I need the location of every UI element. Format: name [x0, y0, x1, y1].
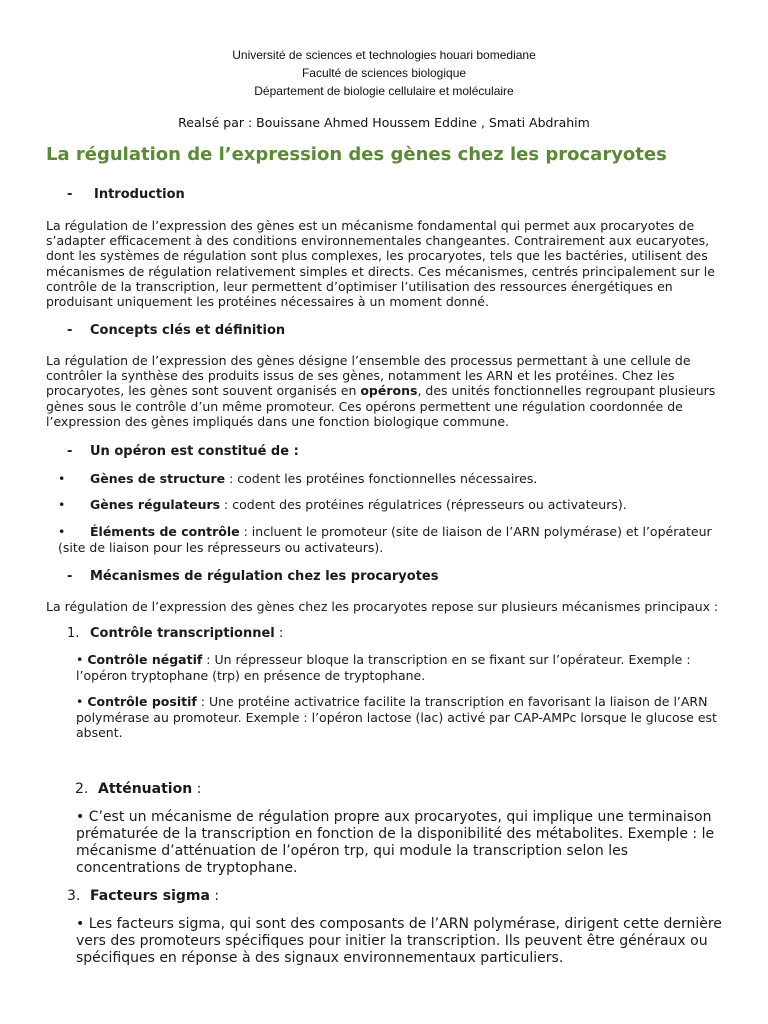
- numbered-item-3: [67, 888, 219, 904]
- section-heading-operon: [67, 444, 299, 459]
- bullet-icon: •: [58, 497, 66, 512]
- sub-term: Contrôle positif: [87, 694, 197, 709]
- list-item: [58, 524, 728, 556]
- numbered-item-2: [67, 781, 201, 797]
- heading-text: Introduction: [94, 187, 185, 202]
- sigma-desc: Les facteurs sigma, qui sont des composants de l’ARN polymérase, dirigent cette dernière vers des promoteurs spécifiques pour initier la transcription. Ils peuvent être généraux ou spécifiques en réponse à des signaux environnementaux particuliers.: [76, 916, 722, 966]
- item-desc: : codent des protéines régulatrices (répresseurs ou activateurs).: [220, 497, 627, 512]
- attenuation-text: [76, 809, 736, 877]
- bullet-icon: •: [58, 471, 66, 486]
- dash-marker: -: [67, 323, 73, 338]
- bullet-icon: •: [76, 809, 85, 825]
- item-suffix: :: [192, 781, 202, 797]
- item-desc: : codent les protéines fonctionnelles nécessaires.: [225, 471, 538, 486]
- dash-marker: -: [67, 569, 73, 584]
- sub-desc: : Une protéine activatrice facilite la transcription en favorisant la liaison de l’ARN polymérase au promoteur. Exemple : l’opéron lactose (lac) activé par CAP-AMPc lorsque le glucose est absent.: [76, 694, 717, 740]
- university-name: Université de sciences et technologies houari bomediane: [232, 48, 536, 62]
- faculty-name: Faculté de sciences biologique: [301, 66, 467, 80]
- bullet-icon: •: [76, 652, 84, 667]
- section-heading-concepts: [67, 323, 285, 338]
- numbered-item-1: [67, 626, 283, 641]
- item-suffix: :: [274, 626, 284, 641]
- dash-marker: -: [67, 187, 73, 202]
- sub-item-negative-control: [76, 652, 726, 683]
- section-heading-mechanisms: [67, 569, 438, 584]
- heading-text: Un opéron est constitué de :: [90, 444, 299, 459]
- item-number: 2.: [75, 781, 89, 797]
- authors-line: Realsé par : Bouissane Ahmed Houssem Eddine , Smati Abdrahim: [178, 115, 590, 130]
- item-desc: : incluent le promoteur (site de liaison de l’ARN polymérase) et l’opérateur (site de liaison pour les répresseurs ou activateurs).: [58, 524, 712, 555]
- item-term: Éléments de contrôle: [90, 524, 240, 539]
- item-label: Contrôle transcriptionnel: [90, 626, 275, 641]
- mechanisms-intro: La régulation de l’expression des gènes chez les procaryotes repose sur plusieurs mécanismes principaux :: [46, 599, 719, 614]
- sub-term: Contrôle négatif: [87, 652, 203, 667]
- bullet-icon: •: [76, 916, 85, 932]
- concepts-text-part: , des unités fonctionnelles regroupant plusieurs gènes sous le contrôle d’un même promoteur. Ces opérons permettent une régulation coordonnée de l’expression des gènes impliqués dans une fonction biologique commune.: [46, 383, 716, 429]
- item-term: Gènes régulateurs: [90, 497, 221, 512]
- operons-term: opérons: [360, 383, 418, 399]
- dash-marker: -: [67, 444, 73, 459]
- heading-text: Mécanismes de régulation chez les procaryotes: [90, 569, 439, 584]
- item-number: 3.: [67, 888, 81, 904]
- document-title: La régulation de l’expression des gènes chez les procaryotes: [46, 144, 667, 165]
- department-name: Département de biologie cellulaire et moléculaire: [254, 84, 514, 98]
- attenuation-desc: C’est un mécanisme de régulation propre aux procaryotes, qui implique une terminaison prématurée de la transcription en fonction de la disponibilité des métabolites. Exemple : le mécanisme d’atténuation de l’opéron trp, qui module la transcription selon les concentrations de tryptophane.: [76, 809, 715, 876]
- bullet-icon: •: [76, 694, 84, 709]
- item-label: Atténuation: [98, 781, 193, 797]
- sub-item-positive-control: [76, 694, 726, 741]
- item-suffix: :: [209, 888, 220, 904]
- item-number: 1.: [67, 626, 80, 641]
- sigma-factors-text: [76, 916, 736, 967]
- section-heading-introduction: [67, 187, 185, 202]
- bullet-icon: •: [58, 524, 66, 539]
- item-label: Facteurs sigma: [90, 888, 210, 904]
- concepts-text-part: La régulation de l’expression des gènes désigne l’ensemble des processus permettant à une cellule de contrôler la synthèse des produits issus de ses gènes, notamment les ARN et les protéines. Chez les procaryotes, les gènes sont souvent organisés en: [46, 353, 691, 399]
- introduction-paragraph: La régulation de l’expression des gènes est un mécanisme fondamental qui permet aux procaryotes de s’adapter efficacement à des conditions environnementales changeantes. Contrairement aux eucaryotes, dont les systèmes de régulation sont plus complexes, les procaryotes, tels que les bactéries, utilisent des mécanismes de régulation relativement simples et directs. Ces mécanismes, centrés principalement sur le contrôle de la transcription, leur permettent d’optimiser l’utilisation des ressources énergétiques en produisant uniquement les protéines nécessaires à un moment donné.: [46, 218, 715, 310]
- item-term: Gènes de structure: [90, 471, 226, 486]
- list-item: [58, 471, 728, 487]
- list-item: [58, 497, 728, 513]
- sub-desc: : Un répresseur bloque la transcription en se fixant sur l’opérateur. Exemple : l’opéron tryptophane (trp) en présence de tryptophane.: [76, 652, 691, 683]
- concepts-paragraph: [46, 353, 722, 429]
- heading-text: Concepts clés et définition: [90, 323, 286, 338]
